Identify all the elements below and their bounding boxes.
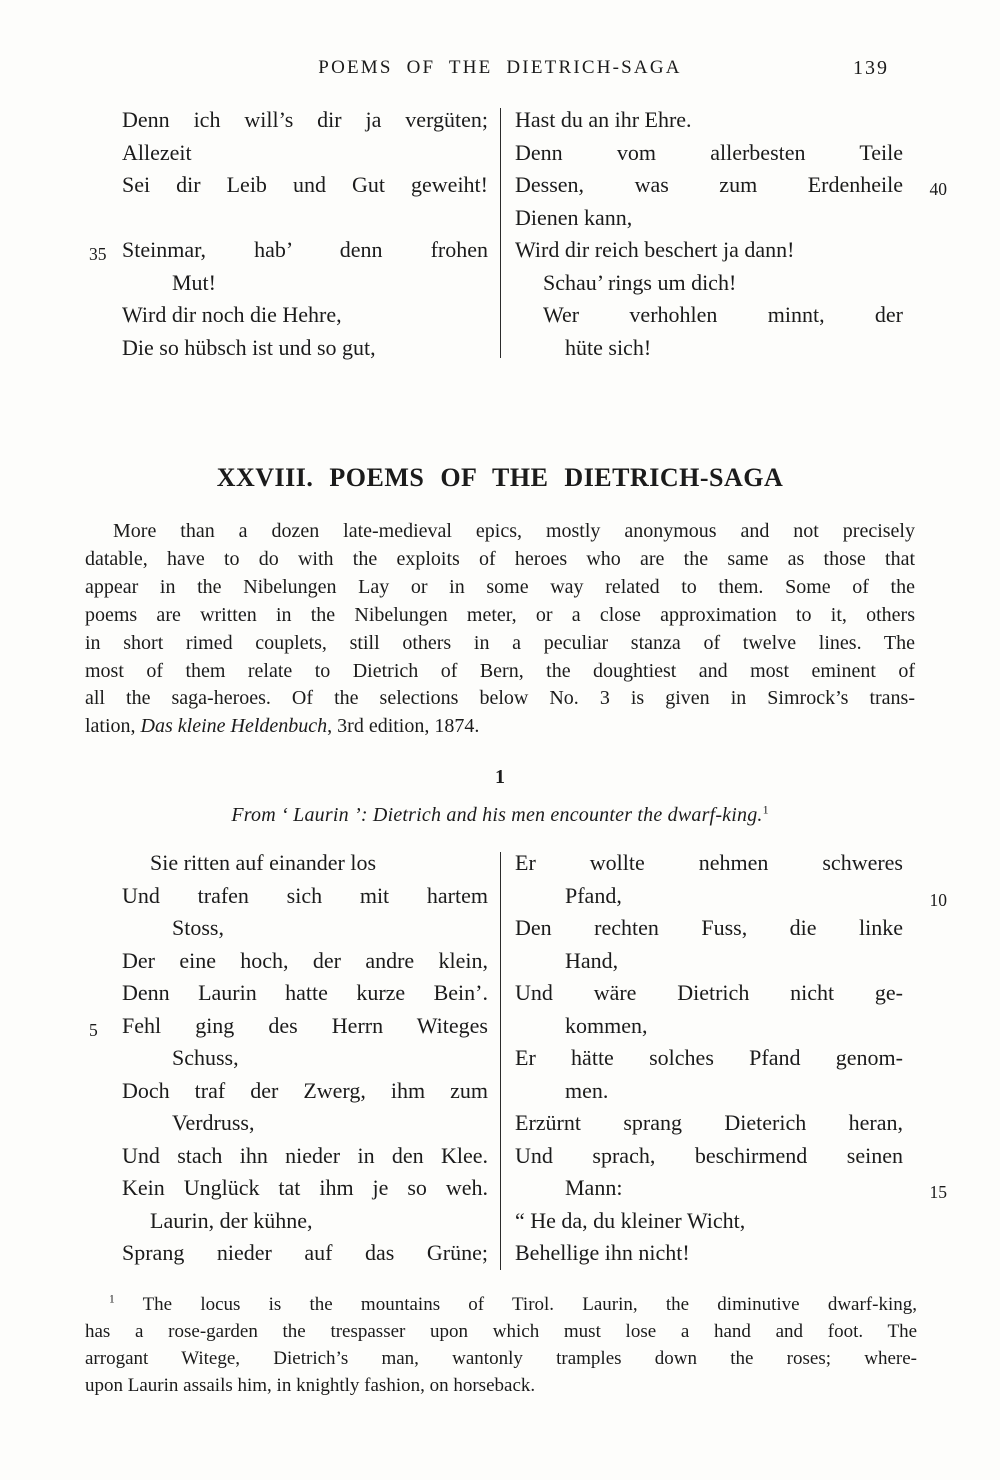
text-run: Mann: [565,1175,623,1200]
line-text [515,140,903,165]
line-text [515,980,903,1005]
text-run: Fehl ging des Herrn Witeges [122,1012,488,1038]
line-text [515,1078,608,1103]
line-text [85,660,915,682]
text-run: Verdruss, [172,1110,255,1135]
line-text [85,1321,917,1342]
poem-verse-section [85,847,955,1270]
line-text [122,335,376,360]
text-line [85,1372,917,1399]
line-text [122,948,488,973]
verse-line [85,1172,488,1205]
line-text [515,948,618,973]
text-run: Und wäre Dietrich nicht ge- [515,980,903,1005]
text-line [85,546,915,574]
verse-line [85,234,488,267]
verse-line [515,1205,955,1238]
running-title: POEMS OF THE DIETRICH-SAGA [318,57,682,78]
verse-line [515,234,955,267]
verse-line [515,137,955,170]
line-text [515,107,692,132]
text-run: Schuss, [172,1045,239,1070]
text-run: Und stach ihn nieder in den Klee. [122,1142,488,1168]
text-line [85,1345,917,1372]
verse-line [515,1042,955,1075]
text-run: upon Laurin assails him, in knightly fashion, on horseback. [85,1375,536,1396]
verse-line [515,945,955,978]
text-run: The locus is the mountains of Tirol. Laurin, the diminutive dwarf-king, [114,1294,917,1315]
line-text [85,1375,535,1396]
text-run: in short rimed couplets, still others in a peculiar stanza of twelve lines. The [85,631,915,654]
verse-line [515,1010,955,1043]
text-run: Kein Unglück tat ihm je so weh. [122,1175,488,1200]
line-text [515,1045,903,1070]
poem-verse-left-column [85,847,500,1270]
verse-line [515,847,955,880]
verse-line [515,1172,955,1205]
line-text [515,883,622,908]
poem-number: 1 [495,766,505,788]
text-run: Denn Laurin hatte kurze Bein’. [122,980,488,1005]
text-line [85,1318,917,1345]
intro-paragraph [85,518,915,741]
line-text [515,270,736,295]
verse-line [515,1107,955,1140]
text-run: “ He da, du kleiner Wicht, [515,1207,746,1233]
line-text [515,1240,690,1265]
text-run: From ‘ Laurin ’: Dietrich and his men encounter the dwarf-king. [231,804,763,826]
text-line [85,602,915,630]
line-text [515,850,903,875]
footnote-reference: 1 [109,1293,115,1306]
text-line [85,713,915,741]
text-run: kommen, [565,1012,648,1038]
text-run: Sie ritten auf einander los [150,850,377,875]
text-line [85,685,915,713]
poem-verse-right-column [501,847,955,1270]
section-title: XXVIII. POEMS OF THE DIETRICH-SAGA [216,463,784,492]
verse-line [515,169,955,202]
line-text [122,1045,239,1070]
line-text [122,1078,488,1103]
line-text [85,576,915,598]
running-header [85,57,915,83]
text-run: Pfand, [565,882,622,908]
verse-line [85,169,488,202]
verse-line [85,202,488,235]
text-run: Sprang nieder auf das Grüne; [122,1240,488,1265]
verse-line [85,977,488,1010]
text-line [85,658,915,686]
text-run: Sei dir Leib und Gut geweiht! [122,172,488,197]
text-run: Der eine hoch, der andre klein, [122,947,488,973]
line-text [515,205,632,230]
text-run: hüte sich! [565,334,652,360]
line-text [122,237,488,262]
page-number: 139 [853,57,889,79]
line-text [122,883,488,908]
verse-line-number: 10 [929,889,947,910]
verse-line [85,1107,488,1140]
text-line [85,574,915,602]
verse-line [515,880,955,913]
text-run: Und trafen sich mit hartem [122,882,488,908]
line-text [515,237,795,262]
line-text [122,302,342,327]
line-text [122,1208,313,1233]
text-run: Die so hübsch ist und so gut, [122,334,376,360]
verse-line [85,1140,488,1173]
line-text [122,140,192,165]
line-text [85,632,915,654]
line-text [122,915,224,940]
line-text [85,520,915,542]
footnote [85,1291,917,1399]
verse-line [85,104,488,137]
text-run: Wird dir noch die Hehre, [122,302,342,327]
verse-line [85,847,488,880]
line-text [85,715,479,737]
text-run: Denn vom allerbesten Teile [515,139,903,165]
text-run: Dienen kann, [515,204,633,230]
text-run: has a rose-garden the trespasser upon which must lose a hand and foot. The [85,1321,917,1342]
text-run: Wird dir reich beschert ja dann! [515,237,795,262]
text-run: Dessen, was zum Erdenheile [515,172,903,197]
verse-line [85,880,488,913]
text-run: Er wollte nehmen schweres [515,850,903,875]
verse-line [515,1075,955,1108]
line-text [122,172,488,197]
text-run: Denn ich will’s dir ja vergüten; [122,107,488,132]
verse-line-number: 35 [89,244,107,264]
verse-line [85,299,488,332]
verse-line [85,1205,488,1238]
text-run: arrogant Witege, Dietrich’s man, wantonly tramples down the roses; where- [85,1348,917,1369]
text-run: Behellige ihn nicht! [515,1240,690,1265]
verse-line [515,977,955,1010]
line-text [85,687,915,709]
verse-line [515,202,955,235]
line-text [515,1013,648,1038]
text-run: lation, [85,715,141,738]
verse-line [515,299,955,332]
verse-line [515,104,955,137]
verse-line [85,332,488,365]
line-text [515,302,903,327]
poem-caption [85,804,915,827]
verse-line-number: 15 [929,1182,947,1202]
text-run: Den rechten Fuss, die linke [515,915,903,940]
line-text [122,1240,488,1265]
verse-line [515,1237,955,1270]
line-text [515,335,651,360]
verse-line [85,945,488,978]
verse-line [515,332,955,365]
text-line [85,518,915,546]
text-run: Mut! [172,269,216,295]
line-text [122,850,376,875]
verse-line [85,1075,488,1108]
line-text [85,1294,917,1315]
verse-line [85,137,488,170]
line-text [122,270,216,295]
verse-line [85,1010,488,1043]
text-run: Allezeit [122,139,192,165]
verse-line [85,1237,488,1270]
verse-line-number: 5 [89,1019,98,1040]
text-run: Steinmar, hab’ denn frohen [122,237,488,262]
text-run: all the saga-heroes. Of the selections below No. 3 is given in Simrock’s trans- [85,687,915,710]
line-text [85,604,915,626]
text-run: Schau’ rings um dich! [543,269,737,295]
text-run: Stoss, [172,915,224,940]
line-text [122,1175,488,1200]
line-text [122,980,488,1005]
line-text [515,172,903,197]
text-run: Das kleine Heldenbuch [140,715,328,738]
line-text [85,1348,917,1369]
line-text [122,1143,488,1168]
line-text [122,107,488,132]
top-verse-left-column [85,104,500,364]
line-text [515,1208,745,1233]
text-run: Und sprach, beschirmend seinen [515,1142,903,1168]
text-run: appear in the Nibelungen Lay or in some way related to them. Some of the [85,575,915,598]
text-run: Erzürnt sprang Dieterich heran, [515,1110,903,1135]
verse-line-number: 40 [929,179,947,199]
text-run: Hast du an ihr Ehre. [515,107,692,132]
text-line [85,1291,917,1318]
verse-line [85,912,488,945]
text-run: More than a dozen late-medieval epics, mostly anonymous and not precisely [113,520,915,542]
verse-line [515,912,955,945]
text-run: Wer verhohlen minnt, der [543,302,903,327]
line-text [515,915,903,940]
line-text [85,548,915,570]
text-run: datable, have to do with the exploits of heroes who are the same as those that [85,547,915,570]
text-run: Hand, [565,947,619,973]
top-verse-right-column [501,104,955,364]
line-text [122,1110,255,1135]
text-run: Laurin, der kühne, [150,1207,313,1233]
text-run: , 3rd edition, 1874. [327,715,480,738]
text-run: most of them relate to Dietrich of Bern, the doughtiest and most eminent of [85,659,915,682]
text-run: men. [565,1077,609,1103]
line-text [515,1110,903,1135]
line-text [122,1013,488,1038]
text-run: poems are written in the Nibelungen meter, or a close approximation to it, others [85,603,915,626]
verse-line [515,267,955,300]
top-verse-section [85,104,955,364]
text-line [85,630,915,658]
footnote-reference: 1 [762,802,769,817]
text-run: Doch traf der Zwerg, ihm zum [122,1077,488,1103]
verse-line [85,1042,488,1075]
line-text [515,1143,903,1168]
line-text [515,1175,622,1200]
verse-line [85,267,488,300]
text-run: Er hätte solches Pfand genom- [515,1045,903,1070]
verse-line [515,1140,955,1173]
